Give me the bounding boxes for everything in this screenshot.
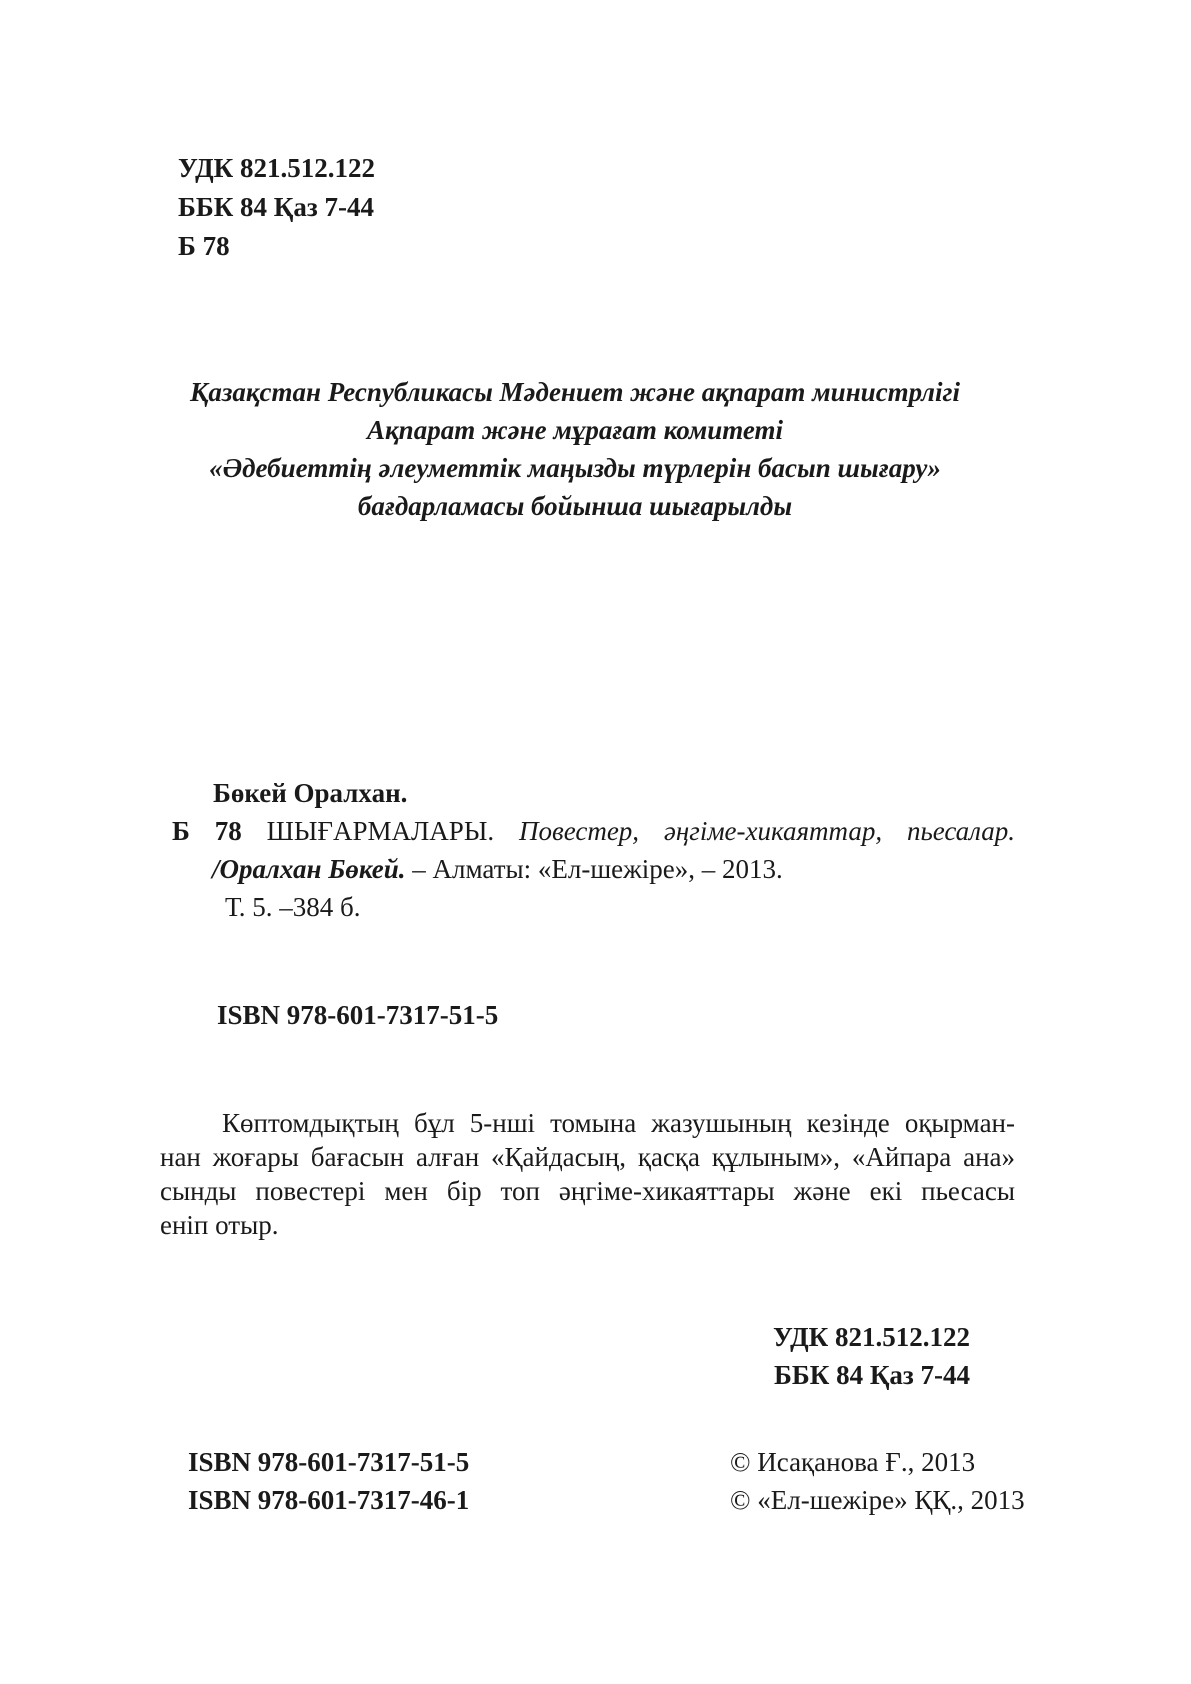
catalog-author-header: Бөкей Оралхан. xyxy=(213,778,408,808)
catalog-author-name: /Оралхан Бөкей. xyxy=(212,854,406,884)
author-sign-code: Б 78 xyxy=(178,231,230,261)
bbk-code: ББК 84 Қаз 7-44 xyxy=(178,192,374,222)
copyright-author: © Исақанова Ғ., 2013 xyxy=(730,1447,976,1477)
program-issued-line: бағдарламасы бойынша шығарылды xyxy=(357,491,793,521)
annotation-line: Көптомдықтың бұл 5-нші томына жазушының кезінде оқырман- xyxy=(222,1108,1015,1138)
ministry-line: Қазақстан Республикасы Мәдениет және ақпарат министрлігі xyxy=(190,377,960,407)
udk-code: УДК 821.512.122 xyxy=(178,153,375,183)
annotation-paragraph xyxy=(160,1106,1015,1242)
catalog-volume-pages: Т. 5. –384 б. xyxy=(225,892,361,922)
annotation-line: сынды повестері мен бір топ әңгіме-хикаяттары және екі пьесасы xyxy=(160,1176,1015,1206)
ministry-program-statement xyxy=(145,373,1005,525)
program-title-line: «Әдебиеттің әлеуметтік маңызды түрлерін басып шығару» xyxy=(209,453,941,483)
imprint-row xyxy=(0,1443,1191,1481)
committee-line: Ақпарат және мұрағат комитеті xyxy=(366,415,783,445)
bottom-classification-codes xyxy=(773,1318,970,1394)
annotation-line: еніп отыр. xyxy=(160,1210,279,1240)
isbn-main: ISBN 978-601-7317-51-5 xyxy=(217,1000,499,1030)
catalog-entry-code: Б 78 xyxy=(172,816,242,846)
annotation-line: нан жоғары бағасын алған «Қайдасың, қасқа құлыным», «Айпара ана» xyxy=(160,1142,1015,1172)
catalog-publication-info: – Алматы: «Ел-шежіре», – 2013. xyxy=(412,854,783,884)
bbk-code-bottom: ББК 84 Қаз 7-44 xyxy=(774,1360,970,1390)
copyright-publisher: © «Ел-шежіре» ҚҚ., 2013 xyxy=(730,1485,1025,1515)
catalog-card-entry xyxy=(0,774,1191,926)
isbn-series: ISBN 978-601-7317-46-1 xyxy=(188,1485,470,1515)
catalog-publication-line xyxy=(212,850,1191,888)
catalog-subtitle: Повестер, әңгіме-хикаяттар, пьесалар. xyxy=(518,816,1016,846)
catalog-title-line xyxy=(172,812,1015,850)
imprint-isbn-copyright-block xyxy=(0,1443,1191,1519)
isbn-volume: ISBN 978-601-7317-51-5 xyxy=(188,1447,470,1477)
imprint-row xyxy=(0,1481,1191,1519)
udk-code-bottom: УДК 821.512.122 xyxy=(773,1322,970,1352)
top-classification-codes xyxy=(178,149,375,266)
catalog-title: ШЫҒАРМАЛАРЫ. xyxy=(266,816,495,846)
